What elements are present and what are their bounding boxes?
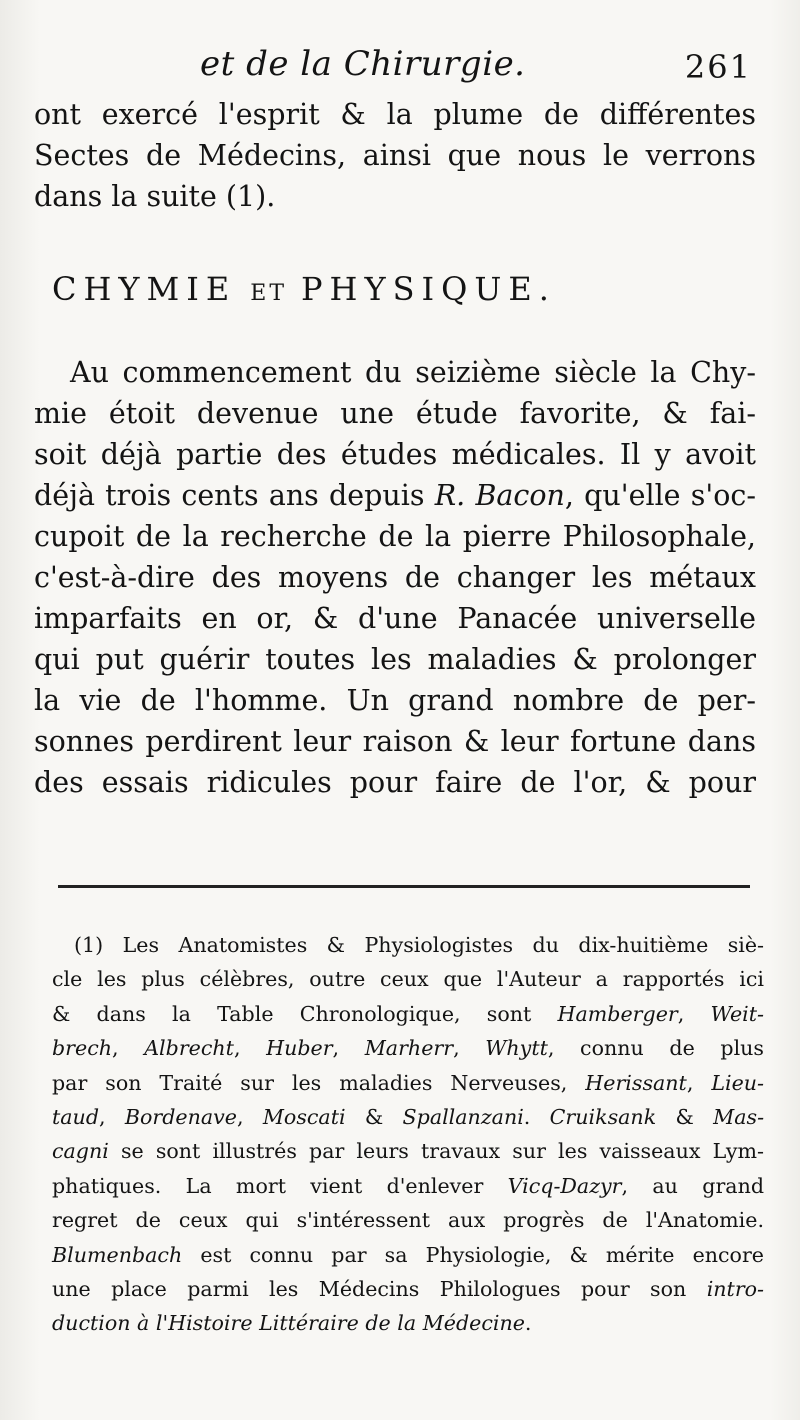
heading-part-1: CHYMIE	[52, 270, 237, 308]
name-italic: Hamberger	[557, 1001, 678, 1026]
text-run: &	[675, 1105, 694, 1130]
text-run: , qu'elle s'oc-	[564, 479, 756, 512]
text-run: ,	[233, 1036, 241, 1061]
footnote-line	[52, 1134, 764, 1168]
name-italic: Spallanzani	[402, 1105, 524, 1130]
text-line: Au commencement du seizième siècle la Chy-	[70, 356, 756, 389]
text-line: qui put guérir toutes les maladies & prolonger	[34, 643, 756, 676]
footnote-line: regret de ceux qui s'intéressent aux progrès de l'Anatomie.	[52, 1208, 764, 1233]
text-run: .	[523, 1105, 531, 1130]
name-italic: Weit-	[710, 1001, 764, 1026]
text-run: déjà trois cents ans depuis	[34, 479, 425, 512]
text-line: sonnes perdirent leur raison & leur fortune dans	[34, 725, 756, 758]
heading-part-2: PHYSIQUE.	[301, 270, 556, 308]
text-run: est connu par sa Physiologie, & mérite encore	[200, 1242, 764, 1267]
name-italic: Cruiksank	[549, 1105, 657, 1130]
footnote	[52, 928, 764, 1341]
text-run: ,	[677, 1001, 685, 1026]
footnote-line	[52, 1100, 764, 1134]
text-line: ont exercé l'esprit & la plume de différentes	[34, 98, 756, 131]
main-paragraph	[34, 352, 756, 803]
footnote-line: cle les plus célèbres, outre ceux que l'Auteur a rapportés ici	[52, 967, 764, 992]
text-line: des essais ridicules pour faire de l'or, & pour	[34, 766, 756, 799]
text-run: ,	[99, 1105, 106, 1130]
name-italic: Lieu-	[711, 1070, 764, 1095]
name-italic: Herissant	[585, 1070, 687, 1095]
text-run: ,	[112, 1036, 119, 1061]
footnote-line	[52, 997, 764, 1031]
text-run: .	[524, 1311, 532, 1336]
name-italic: Marherr	[364, 1036, 454, 1061]
text-line: soit déjà partie des études médicales. Il y avoit	[34, 438, 756, 471]
intro-paragraph	[34, 94, 756, 217]
text-line: c'est-à-dire des moyens de changer les métaux	[34, 561, 756, 594]
name-italic: Blumenbach	[52, 1242, 183, 1267]
name-italic: Albrecht	[144, 1036, 234, 1061]
name-italic: Moscati	[262, 1105, 346, 1130]
heading-conjunction: ET	[250, 281, 288, 306]
text-run: se sont illustrés par leurs travaux sur les vaisseaux Lym-	[120, 1139, 765, 1164]
footnote-line	[52, 1031, 764, 1065]
text-run: & dans la Table Chronologique, sont	[52, 1001, 532, 1026]
name-italic: Whytt	[485, 1036, 548, 1061]
text-run: , connu de plus	[547, 1036, 764, 1061]
footnote-separator	[58, 885, 750, 888]
text-line: cupoit de la recherche de la pierre Philosophale,	[34, 520, 756, 553]
page-number: 261	[684, 48, 752, 86]
footnote-line	[52, 1238, 764, 1272]
text-run: une place parmi les Médecins Philologues pour son	[52, 1277, 687, 1302]
footnote-line	[52, 1272, 764, 1306]
text-line: la vie de l'homme. Un grand nombre de per-	[34, 684, 756, 717]
text-run: &	[364, 1105, 384, 1130]
page-header	[0, 44, 760, 94]
footnote-line	[52, 1306, 764, 1340]
title-italic: intro-	[706, 1277, 765, 1302]
text-line: mie étoit devenue une étude favorite, & fai-	[34, 397, 756, 430]
footnote-line: (1) Les Anatomistes & Physiologistes du dix-huitième siè-	[74, 933, 764, 957]
text-run: ,	[332, 1036, 340, 1061]
name-italic: Huber	[266, 1036, 333, 1061]
text-run: par son Traité sur les maladies Nerveuses,	[52, 1070, 568, 1095]
text-run: , au grand	[621, 1173, 765, 1198]
text-run: ,	[236, 1105, 244, 1130]
name-italic: Bordenave	[124, 1105, 237, 1130]
footnote-line	[52, 1066, 764, 1100]
text-run: ,	[686, 1070, 694, 1095]
text-line: Sectes de Médecins, ainsi que nous le verrons	[34, 139, 756, 172]
name-italic: cagni	[52, 1139, 109, 1164]
title-italic: duction à l'Histoire Littéraire de la Médecine	[52, 1311, 525, 1336]
footnote-line	[52, 1169, 764, 1203]
name-italic: taud	[52, 1105, 99, 1130]
text-line: imparfaits en or, & d'une Panacée universelle	[34, 602, 756, 635]
text-run: ,	[453, 1036, 460, 1061]
text-line	[34, 475, 756, 516]
name-italic: brech	[52, 1036, 113, 1061]
author-name: R. Bacon	[434, 479, 565, 512]
name-italic: Mas-	[713, 1105, 765, 1130]
text-line: dans la suite (1).	[34, 180, 276, 213]
name-italic: Vicq-Dazyr	[507, 1173, 622, 1198]
section-heading	[52, 270, 720, 308]
running-title: et de la Chirurgie.	[200, 44, 526, 84]
text-run: phatiques. La mort vient d'enlever	[52, 1173, 484, 1198]
